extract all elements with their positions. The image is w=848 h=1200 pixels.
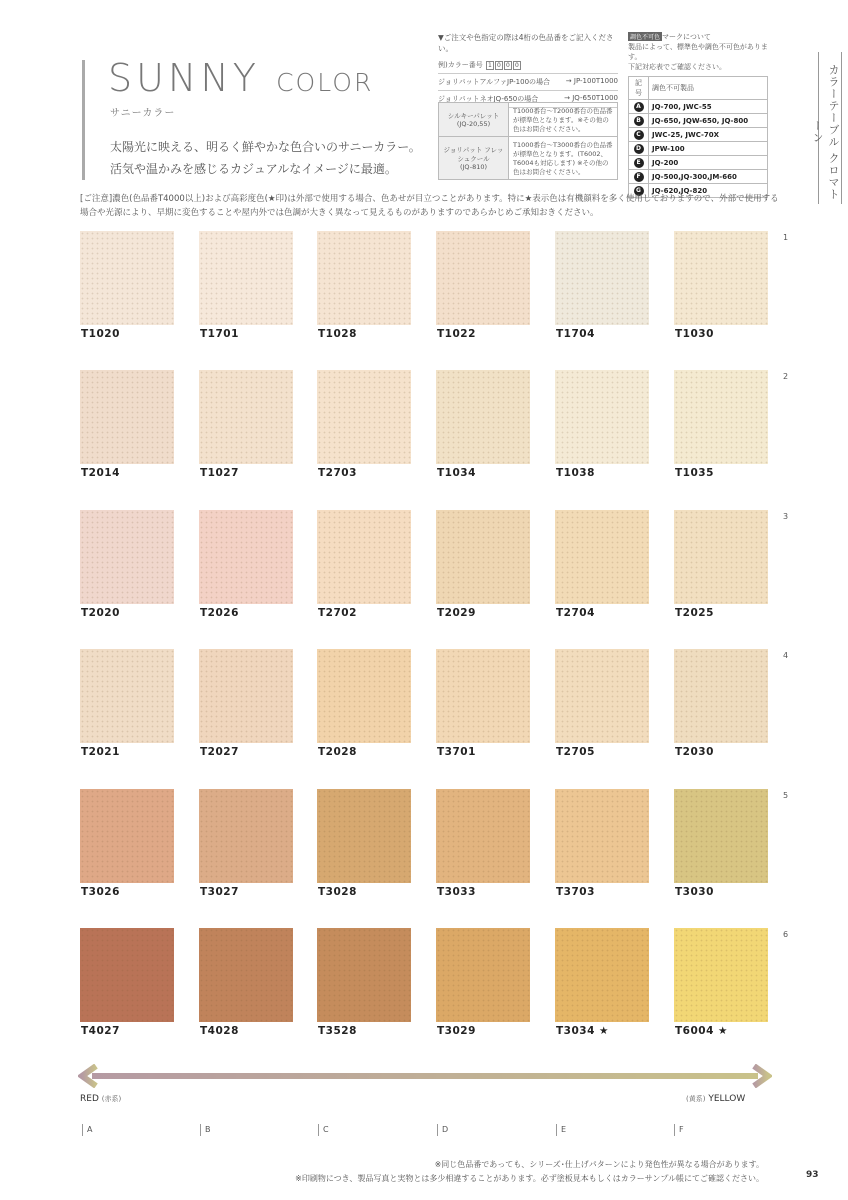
color-swatch xyxy=(199,649,293,743)
color-code: T1030 xyxy=(675,328,714,340)
color-swatch xyxy=(436,231,530,325)
color-code: T3528 xyxy=(318,1025,357,1037)
column-label: D xyxy=(437,1124,448,1136)
color-code: T3029 xyxy=(437,1025,476,1037)
page-number: 93 xyxy=(806,1170,819,1180)
color-swatch xyxy=(555,928,649,1022)
color-code: T3028 xyxy=(318,886,357,898)
color-swatch xyxy=(674,789,768,883)
color-swatch xyxy=(436,928,530,1022)
color-swatch xyxy=(674,231,768,325)
color-swatch xyxy=(555,510,649,604)
color-swatch xyxy=(80,928,174,1022)
column-label: B xyxy=(200,1124,211,1136)
color-code: T2014 xyxy=(81,467,120,479)
color-code: T2029 xyxy=(437,607,476,619)
color-swatch xyxy=(555,789,649,883)
order-example-row: 例)カラー番号 1 0 0 0 xyxy=(438,57,618,74)
color-swatch xyxy=(436,370,530,464)
color-swatch xyxy=(317,370,411,464)
red-yellow-scale-arrow xyxy=(78,1064,772,1088)
color-code: T2025 xyxy=(675,607,714,619)
color-code: T2702 xyxy=(318,607,357,619)
color-code: T2021 xyxy=(81,746,120,758)
color-swatch xyxy=(199,370,293,464)
color-swatch xyxy=(80,510,174,604)
color-code: T3027 xyxy=(200,886,239,898)
color-swatch xyxy=(317,231,411,325)
color-code: T1022 xyxy=(437,328,476,340)
color-swatch xyxy=(674,928,768,1022)
color-swatch xyxy=(80,649,174,743)
color-swatch xyxy=(317,649,411,743)
order-row: ジョリパットネオJQ-650の場合 → JQ-650T1000 xyxy=(438,91,618,108)
page-title: SUNNY COLOR xyxy=(108,56,374,100)
mark-table: 記号 調色不可製品 A JQ-700, JWC-55 B JQ-650, JQW-650, JQ-800 C JWC-25, JWC-70X D JPW-100 E JQ-200 F JQ-500,JQ-300,JM-660 G JQ-620,JQ-820 xyxy=(628,76,768,198)
color-code: T3034 ★ xyxy=(556,1025,609,1037)
color-code: T2030 xyxy=(675,746,714,758)
color-code: T1020 xyxy=(81,328,120,340)
color-code: T3033 xyxy=(437,886,476,898)
color-code: T2703 xyxy=(318,467,357,479)
color-code: T1027 xyxy=(200,467,239,479)
color-code: T4027 xyxy=(81,1025,120,1037)
page-subtitle: サニーカラー xyxy=(110,108,176,119)
palette-table: シルキーパレット (JQ-20,55) T1000番台～T2000番台の色品番が標準色となります。※その他の色はお問合せください。 ジョリパット フレッシュクール (JQ-810) T1000番台～T3000番台の色品番が標準色となります。(T6002、T6004も対応します) ※その他の色はお問合せください。 xyxy=(438,102,618,180)
color-code: T1038 xyxy=(556,467,595,479)
column-label: E xyxy=(556,1124,566,1136)
color-swatch xyxy=(674,370,768,464)
color-swatch xyxy=(555,649,649,743)
color-code: T1701 xyxy=(200,328,239,340)
color-swatch xyxy=(199,789,293,883)
color-code: T6004 ★ xyxy=(675,1025,728,1037)
color-swatch xyxy=(674,510,768,604)
order-row: ジョリパットアルファJP-100の場合 → JP-100T1000 xyxy=(438,74,618,91)
row-number: 1 xyxy=(783,233,789,242)
row-number: 3 xyxy=(783,512,789,521)
color-swatch xyxy=(199,928,293,1022)
color-swatch xyxy=(80,789,174,883)
color-code: T2704 xyxy=(556,607,595,619)
color-code: T2028 xyxy=(318,746,357,758)
color-swatch xyxy=(436,649,530,743)
color-code: T2705 xyxy=(556,746,595,758)
color-code: T1034 xyxy=(437,467,476,479)
footer-note: ※同じ色品番であっても、シリーズ･仕上げパターンにより発色性が異なる場合があります。 xyxy=(434,1160,764,1169)
color-swatch xyxy=(674,649,768,743)
notice-text: [ご注意]濃色(色品番T4000以上)および高彩度色(★印)は外部で使用する場合、色あせが目立つことがあります。特に★表示色は有機顔料を多く使用しておりますので、外部で使用する場合や光源により、早期に変色することや屋内外では色調が大きく異なって見えるものがありますのであらかじめご承知おきください。 xyxy=(80,194,779,218)
color-code: T3703 xyxy=(556,886,595,898)
color-swatch xyxy=(555,370,649,464)
color-code: T2026 xyxy=(200,607,239,619)
color-code: T3701 xyxy=(437,746,476,758)
color-swatch xyxy=(317,789,411,883)
title-accent-bar xyxy=(82,60,85,180)
color-code: T4028 xyxy=(200,1025,239,1037)
color-swatch xyxy=(199,231,293,325)
color-swatch xyxy=(436,789,530,883)
color-code: T1035 xyxy=(675,467,714,479)
red-label: RED (赤系) xyxy=(80,1094,122,1104)
description: 太陽光に映える、明るく鮮やかな色合いのサニーカラー。 活気や温かみを感じるカジュアルなイメージに最適。 xyxy=(110,140,421,176)
color-swatch xyxy=(317,928,411,1022)
color-swatch xyxy=(317,510,411,604)
color-swatch xyxy=(436,510,530,604)
color-swatch xyxy=(199,510,293,604)
color-code: T3026 xyxy=(81,886,120,898)
row-number: 2 xyxy=(783,372,789,381)
column-label: C xyxy=(318,1124,329,1136)
row-number: 6 xyxy=(783,930,789,939)
mark-legend: 調色不可色 マークについて 製品によって、標準色や調色不可色があります。 下記対応表でご確認ください。 記号 調色不可製品 A JQ-700, JWC-55 B JQ-650, JQW-650, JQ-800 C JWC-25, JWC-70X D JPW-100 E JQ-200 F JQ-500,JQ-300,JM-660 G JQ-620,JQ-820 xyxy=(628,32,770,198)
side-section-label: カラーテーブル クロマトーン xyxy=(818,52,842,204)
row-number: 4 xyxy=(783,651,789,660)
color-code: T2020 xyxy=(81,607,120,619)
column-label: A xyxy=(82,1124,92,1136)
color-swatch xyxy=(80,370,174,464)
row-number: 5 xyxy=(783,791,789,800)
color-code: T1704 xyxy=(556,328,595,340)
color-code: T2027 xyxy=(200,746,239,758)
color-code: T3030 xyxy=(675,886,714,898)
column-label: F xyxy=(674,1124,684,1136)
footer-note: ※印刷物につき、製品写真と実物とは多少相違することがあります。必ず塗板見本もしくはカラーサンプル帳にてご確認ください。 xyxy=(295,1174,764,1183)
order-info: ▼ご注文や色指定の際は4桁の色品番をご記入ください。 例)カラー番号 1 0 0 0 ジョリパットアルファJP-100の場合 → JP-100T1000 ジョリパットネオJQ-650の場合 → JQ-650T1000 xyxy=(438,32,618,108)
color-code: T1028 xyxy=(318,328,357,340)
yellow-label: (黄系) YELLOW xyxy=(686,1094,746,1104)
color-swatch xyxy=(555,231,649,325)
color-swatch xyxy=(80,231,174,325)
